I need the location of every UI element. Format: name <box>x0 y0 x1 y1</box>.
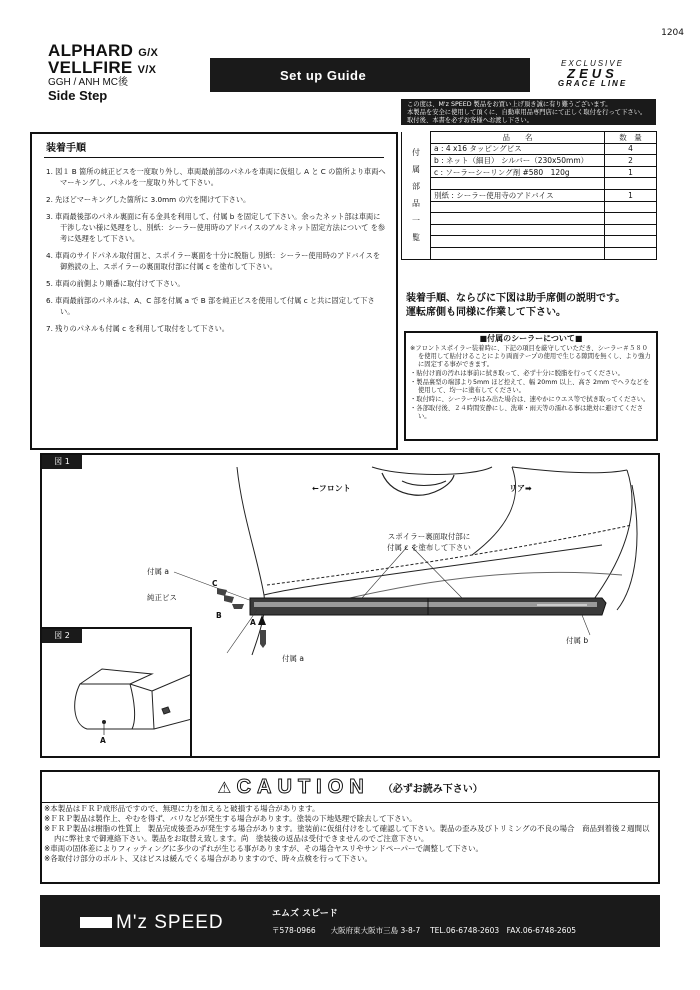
part-qty: 1 <box>605 189 657 201</box>
part-name: b : ネット（細目） シルバー（230x50mm） <box>431 155 605 167</box>
figure-2 <box>40 627 192 758</box>
caution-title: CAUTION <box>236 776 370 798</box>
document-number: 1204 <box>661 28 684 38</box>
label-a-point: A <box>250 618 256 627</box>
logo-text: M'z SPEED <box>116 912 224 933</box>
notice-line: 装着手順、ならびに下図は助手席側の説明です。 <box>406 293 626 304</box>
header-qty: 数 量 <box>605 132 657 144</box>
table-row <box>402 213 657 225</box>
side-notice <box>406 292 625 320</box>
side-step-panel <box>250 598 606 615</box>
sealer-item: ・製品裏型の端部より5mm ほど控えて、幅 20mm 以上、高さ 2mm でヘラなどを使用して、均一に塗布してください。 <box>410 379 650 394</box>
procedure-box <box>30 132 398 450</box>
callout-line: 付属 c を塗布して下さい <box>387 543 471 552</box>
caution-subtitle: （必ずお読み下さい） <box>382 784 483 795</box>
table-row <box>402 247 657 259</box>
part-qty <box>605 236 657 248</box>
intro-line: この度は、M'z SPEED 製品をお買い上げ頂き誠に有り難うございます。 <box>407 101 612 108</box>
header-name: 品 名 <box>431 132 605 144</box>
caution-item: ※ＦＲＰ製品は製作上、やむを得ず、バリなどが発生する場合があります。塗装の下地処理で除去して下さい。 <box>44 814 417 823</box>
part-qty <box>605 201 657 213</box>
parts-table <box>401 131 657 260</box>
procedure-step: 6. 車両最前部のパネルは、A、C 部を付属 a で B 部を純正ビスを使用して付属 c と共に固定して下さい。 <box>46 296 375 316</box>
part-qty: 2 <box>605 155 657 167</box>
company-logo <box>80 912 224 934</box>
label-part-a-bottom: 付属 a <box>282 654 304 663</box>
notice-line: 運転席側も同様に作業して下さい。 <box>406 307 566 318</box>
caution-item: ※車両の固体差によりフィッティングに多少のずれが生じる事がありますが、その場合ヤスリやサンドペーパーで調整して下さい。 <box>44 844 484 853</box>
caution-item: ※本製品はＦＲＰ成形品ですので、無理に力を加えると破損する場合があります。 <box>44 804 320 813</box>
procedure-step: 4. 車両のサイドパネル取付面と、スポイラー裏面を十分に脱脂し 別紙：シーラー使用時のアドバイスを御熟読の上、スポイラーの裏面取付部に付属 c を塗布して下さい。 <box>46 251 381 271</box>
model-code: GGH / ANH MC後 <box>48 77 129 88</box>
caution-item: ※各取付け部分のボルト、又はビスは緩んでくる場合がありますので、時々点検を行って下さい。 <box>44 854 372 863</box>
table-row <box>402 178 657 190</box>
procedure-step: 5. 車両の前側より順番に取付けて下さい。 <box>46 279 185 288</box>
parts-label-char: 品 <box>412 199 420 209</box>
parts-label-char: 一 <box>412 216 420 226</box>
part-name: c : ソーラーシーリング剤 #580 120g <box>431 166 605 178</box>
parts-list-label <box>402 132 431 260</box>
intro-line: 本製品を安全に使用して頂くに、自動車用品専門店にて正しく取付を行って下さい。 <box>407 109 647 116</box>
part-qty <box>605 247 657 259</box>
procedure-steps <box>46 166 386 340</box>
procedure-heading: 装着手順 <box>46 143 86 154</box>
arrow-up-icon <box>258 615 266 625</box>
spoiler-callout <box>387 531 471 553</box>
table-row <box>402 224 657 236</box>
part-qty <box>605 224 657 236</box>
caution-header <box>42 776 658 798</box>
caution-item: ※ＦＲＰ製品は樹脂の性質上 製品完成後歪みが発生する場合があります。塗装前に仮組付けをして確認して下さい。製品の歪み及びトリミングの不良の場合 商品到着後２週間以内に弊社まで御連絡下さい。製品をお取替え致します。尚 塗装後の返品は受付できませんのでご注意下さい。 <box>44 824 650 843</box>
table-row <box>402 236 657 248</box>
caution-list <box>44 804 652 864</box>
parts-label-char: 覧 <box>412 233 420 243</box>
label-c: C <box>212 579 218 588</box>
parts-label-char: 付 <box>412 148 420 158</box>
table-row <box>402 201 657 213</box>
divider <box>42 802 658 803</box>
footer <box>40 895 660 947</box>
part-name <box>431 247 605 259</box>
model-alphard-grade: G/X <box>138 47 159 59</box>
table-row <box>402 143 657 155</box>
model-alphard: ALPHARD <box>48 41 134 60</box>
label-stock-screw: 純正ビス <box>147 593 177 602</box>
table-row <box>402 189 657 201</box>
parts-label-char: 部 <box>412 182 420 192</box>
model-vellfire: VELLFIRE <box>48 58 133 77</box>
part-name <box>431 236 605 248</box>
company-name: エムズ スピード <box>272 909 338 919</box>
procedure-step: 3. 車両最後部のパネル裏面に有る金具を利用して、付属 b を固定して下さい。余ったネット部は車両に干渉しない様に処理をし、別紙：シーラー使用時のアドバイスのアルミネット固定方法について を参考に処理をして下さい。 <box>46 212 386 243</box>
callout-line: スポイラー裏面取付部に <box>387 532 471 541</box>
sealer-title: ■付属のシーラーについて■ <box>479 334 583 343</box>
table-row <box>402 132 657 144</box>
figure-2-tab: 図 2 <box>42 629 82 643</box>
label-b: B <box>216 611 222 620</box>
sealer-item: ・取付時に、シーラーがはみ出た場合は、速やかにウエス等で拭き取ってください。 <box>410 396 650 403</box>
page-title: Set up Guide <box>280 68 367 83</box>
part-qty: 4 <box>605 143 657 155</box>
part-name <box>431 224 605 236</box>
parts-label-char: 属 <box>412 165 420 175</box>
procedure-step: 1. 図１ B 箇所の純正ビスを一度取り外し、車両最前部のパネルを車両に仮組し A と C の箇所より車両へマーキングし、パネルを一度取り外して下さい。 <box>46 167 386 187</box>
brand-main: ZEUS <box>567 66 618 81</box>
part-name: 別紙 : シーラー使用寺のアドバイス <box>431 189 605 201</box>
part-name <box>431 178 605 190</box>
part-name <box>431 201 605 213</box>
part-name <box>431 213 605 225</box>
model-block <box>48 42 158 102</box>
sealer-item: ※フロントスポイラー装着時に、下記の項目を厳守していただき、シーラー＃５８０を使用して貼付けることにより両面テープの使用で生じる隙間を無くし、より強力に固定する事ができます。 <box>410 345 651 368</box>
product-name: Side Step <box>48 88 108 103</box>
divider <box>44 157 384 158</box>
part-qty <box>605 178 657 190</box>
label-a: A <box>100 736 106 745</box>
part-qty: 1 <box>605 166 657 178</box>
company-address: 〒578-0966 大阪府東大阪市三島 3-8-7 TEL.06-6748-2603 FAX.06-6748-2605 <box>272 926 577 935</box>
front-label: ←フロント <box>312 484 351 493</box>
label-part-b: 付属 b <box>566 636 589 645</box>
rear-label: リア➡ <box>509 484 532 493</box>
brand-bottom: GRACE LINE <box>557 79 628 88</box>
warning-icon: ⚠ <box>217 778 232 797</box>
caution-box <box>40 770 660 884</box>
bracket-closeup-illustration <box>42 629 190 756</box>
table-row <box>402 155 657 167</box>
hole-marker <box>102 720 106 724</box>
brand-top: EXCLUSIVE <box>561 59 624 68</box>
table-row <box>402 166 657 178</box>
logo-bar <box>80 917 112 928</box>
procedure-step: 2. 先ほどマーキングした箇所に 3.0mm の穴を開けて下さい。 <box>46 195 251 204</box>
part-qty <box>605 213 657 225</box>
sealer-box <box>404 331 658 441</box>
title-bar <box>210 58 655 92</box>
part-name: a : 4 x16 タッピングビス <box>431 143 605 155</box>
sealer-item: ・貼付け面の汚れは事前に拭き取って、必ず十分に脱脂を行ってください。 <box>410 370 624 377</box>
intro-line: 取付後、本書を必ずお客様へお渡し下さい。 <box>407 117 533 124</box>
procedure-step: 7. 残りのパネルも付属 c を利用して取付をして下さい。 <box>46 324 229 333</box>
label-part-a: 付属 a <box>147 567 169 576</box>
figure-1-tab: 図 1 <box>42 455 82 469</box>
model-vellfire-grade: V/X <box>137 64 157 76</box>
sealer-item: ・各部取付後、２４時間安静にし、洗車・雨天等の濡れる事は絶対に避けてください。 <box>410 405 643 420</box>
brand-logo <box>530 58 655 92</box>
intro-box <box>401 99 656 125</box>
